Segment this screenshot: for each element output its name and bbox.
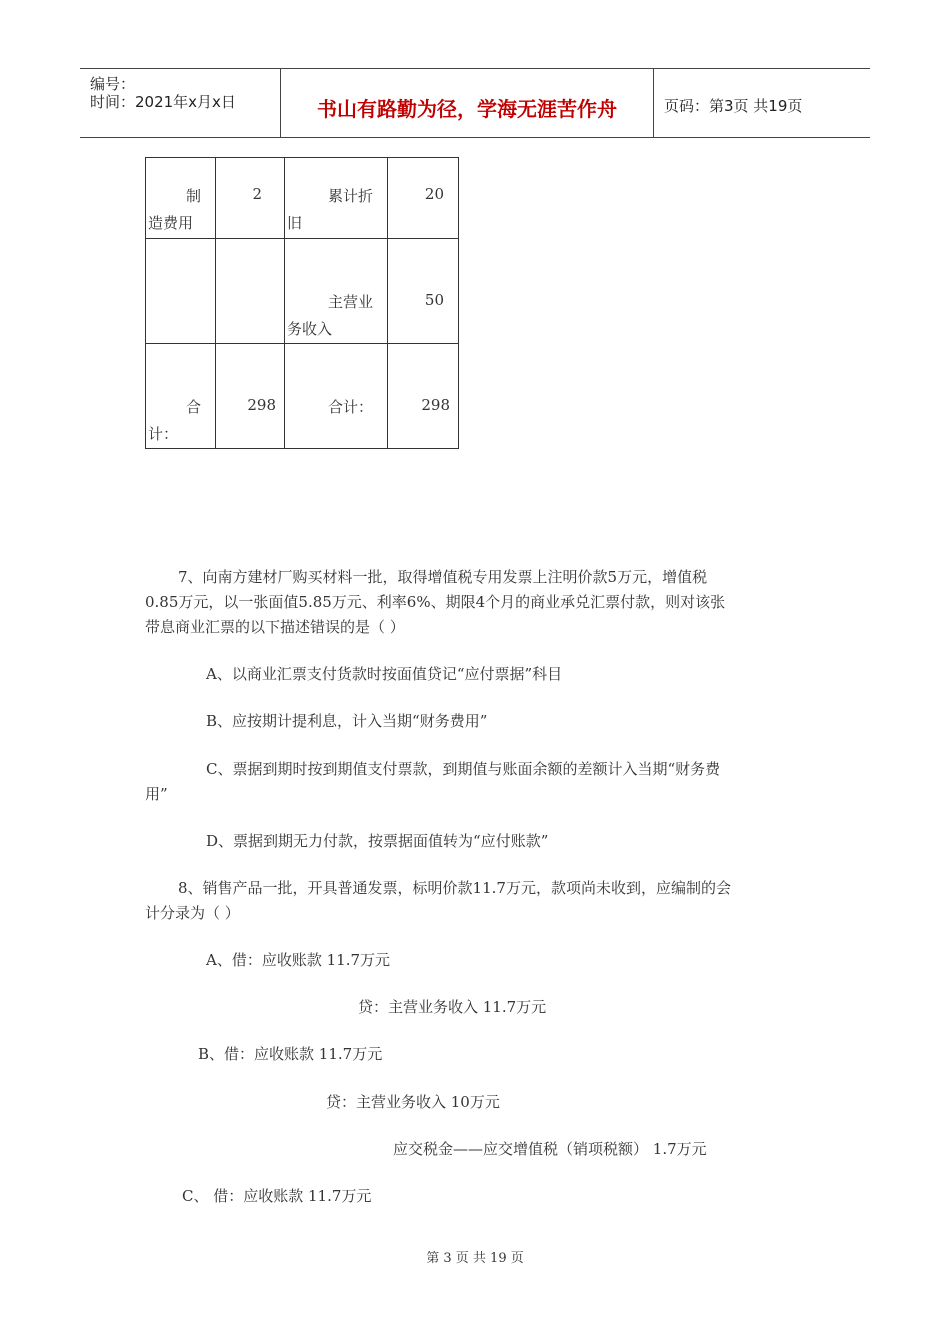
document-time-label: 时间：2021年x月x日 xyxy=(90,93,236,111)
q8-stem-line-2: 计分录为（ ） xyxy=(145,904,240,922)
table-cell xyxy=(216,158,285,239)
q8-option-a-credit: 贷：主营业务收入 11.7万元 xyxy=(358,998,547,1016)
q7-stem-line-2: 0.85万元，以一张面值5.85万元、利率6%、期限4个月的商业承兑汇票付款，则对该张 xyxy=(145,593,726,611)
page-header xyxy=(80,68,870,138)
cell-value: 298 xyxy=(247,396,276,414)
cell-value: 50 xyxy=(424,291,444,309)
q7-stem-line-1: 7、向南方建材厂购买材料一批，取得增值税专用发票上注明价款5万元，增值税 xyxy=(178,568,708,586)
table-row xyxy=(146,158,459,239)
q7-stem-line-3: 带息商业汇票的以下描述错误的是（ ） xyxy=(145,618,405,636)
q7-option-a: A、以商业汇票支付货款时按面值贷记“应付票据”科目 xyxy=(206,665,563,683)
table-cell xyxy=(146,158,216,239)
account-balance-table xyxy=(145,157,459,449)
q7-option-c-line-1: C、票据到期时按到期值支付票款，到期值与账面余额的差额计入当期“财务费 xyxy=(206,760,721,778)
q7-option-b: B、应按期计提利息，计入当期“财务费用” xyxy=(206,712,488,730)
header-page-info: 页码：第3页 共19页 xyxy=(664,97,803,115)
q8-stem-line-1: 8、销售产品一批，开具普通发票，标明价款11.7万元，款项尚未收到，应编制的会 xyxy=(178,879,731,897)
header-meta-cell xyxy=(80,69,281,137)
page-footer: 第 3 页 共 19 页 xyxy=(426,1251,524,1266)
table-cell xyxy=(388,344,459,449)
q8-option-b-credit-2: 应交税金——应交增值税（销项税额） 1.7万元 xyxy=(393,1140,707,1158)
q7-option-d: D、票据到期无力付款，按票据面值转为“应付账款” xyxy=(206,832,549,850)
cell-value: 2 xyxy=(252,185,262,203)
cell-text: 合计： xyxy=(327,398,373,416)
q8-option-a-debit: A、借：应收账款 11.7万元 xyxy=(206,951,390,969)
table-cell xyxy=(285,158,388,239)
cell-value: 20 xyxy=(424,185,444,203)
cell-text: 制 xyxy=(185,187,201,205)
table-cell xyxy=(146,344,216,449)
q7-option-c-line-2: 用” xyxy=(145,785,168,803)
cell-text: 合 xyxy=(185,398,201,416)
table-row xyxy=(146,344,459,449)
header-motto-cell xyxy=(281,69,654,137)
table-cell xyxy=(285,344,388,449)
q8-option-b-debit: B、借：应收账款 11.7万元 xyxy=(198,1045,383,1063)
table-row xyxy=(146,239,459,344)
table-cell xyxy=(216,239,285,344)
table-cell xyxy=(388,239,459,344)
document-number-label: 编号： xyxy=(90,75,136,93)
q8-option-b-credit-1: 贷：主营业务收入 10万元 xyxy=(326,1093,500,1111)
cell-text: 计： xyxy=(148,425,179,443)
cell-text: 造费用 xyxy=(148,214,194,232)
cell-text: 主营业 xyxy=(327,293,373,311)
table-cell xyxy=(388,158,459,239)
header-page-cell xyxy=(654,69,870,137)
cell-text: 旧 xyxy=(287,214,303,232)
cell-text: 累计折 xyxy=(327,187,373,205)
table-cell xyxy=(146,239,216,344)
q8-option-c-debit: C、 借：应收账款 11.7万元 xyxy=(182,1187,372,1205)
table-cell xyxy=(285,239,388,344)
header-motto: 书山有路勤为径，学海无涯苦作舟 xyxy=(317,97,617,121)
table-cell xyxy=(216,344,285,449)
cell-text: 务收入 xyxy=(287,320,333,338)
cell-value: 298 xyxy=(421,396,450,414)
